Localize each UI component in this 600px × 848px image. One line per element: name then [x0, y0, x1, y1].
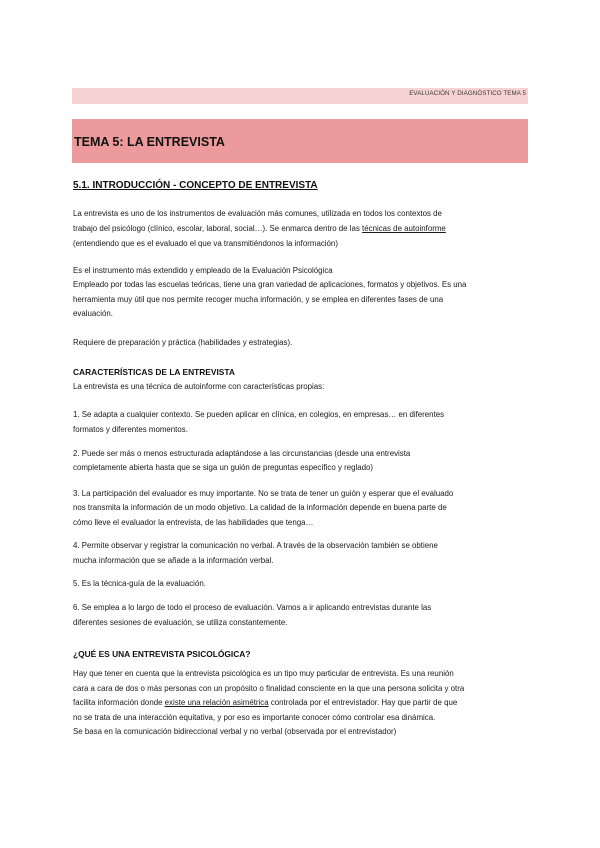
characteristics-heading: CARACTERÍSTICAS DE LA ENTREVISTA	[73, 367, 235, 377]
what-is-line3-post: controlada por el entrevistador. Hay que partir de que	[268, 698, 458, 707]
what-is-heading: ¿QUÉ ES UNA ENTREVISTA PSICOLÓGICA?	[73, 649, 251, 659]
what-is-line3	[73, 698, 457, 707]
char-item2-line2: completamente abierta hasta que se siga un guión de preguntas específico y reglado)	[73, 463, 374, 472]
autoinforme-link-text: técnicas de autoinforme	[362, 224, 446, 233]
char-item1-line1: 1. Se adapta a cualquier contexto. Se pueden aplicar en clínica, en colegios, en empresas… en diferentes	[73, 410, 445, 419]
intro-p2-line2: Empleado por todas las escuelas teóricas, tiene una gran variedad de aplicaciones, formatos y objetivos. Es una	[73, 280, 467, 289]
relacion-asimetrica-text: existe una relación asimétrica	[164, 698, 269, 707]
page-title: TEMA 5: LA ENTREVISTA	[74, 135, 225, 149]
what-is-line4: no se trata de una interacción equitativa, y por eso es importante conocer cómo controlar esa dinámica.	[73, 713, 436, 722]
char-item3-line1: 3. La participación del evaluador es muy importante. No se trata de tener un guión y esperar que el evaluado	[73, 489, 454, 498]
char-item6-line1: 6. Se emplea a lo largo de todo el proceso de evaluación. Vamos a ir aplicando entrevistas durante las	[73, 603, 432, 612]
what-is-line5: Se basa en la comunicación bidireccional verbal y no verbal (observada por el entrevistador)	[73, 727, 397, 736]
intro-p1-line2	[73, 224, 446, 233]
characteristics-lead: La entrevista es una técnica de autoinforme con características propias:	[73, 382, 325, 391]
what-is-line1: Hay que tener en cuenta que la entrevista psicológica es un tipo muy particular de entrevista. Es una reunión	[73, 669, 454, 678]
intro-p3: Requiere de preparación y práctica (habilidades y estrategias).	[73, 338, 293, 347]
section-title: 5.1. INTRODUCCIÓN - CONCEPTO DE ENTREVISTA	[73, 180, 318, 191]
intro-p2-line4: evaluación.	[73, 309, 113, 318]
intro-p1-line3: (entendiendo que es el evaluado el que va transmitiéndonos la información)	[73, 239, 338, 248]
running-header	[72, 88, 528, 104]
running-header-text: EVALUACIÓN Y DIAGNÓSTICO TEMA 5	[409, 90, 526, 97]
title-banner	[72, 119, 528, 163]
char-item4-line2: mucha información que se añade a la información verbal.	[73, 556, 274, 565]
intro-p1-line2-text: trabajo del psicólogo (clínico, escolar, laboral, social…). Se enmarca dentro de las	[73, 224, 363, 233]
what-is-line2: cara a cara de dos o más personas con un propósito o finalidad consciente en la que una persona solicita y otra	[73, 684, 465, 693]
char-item3-line2: nos transmita la información de un modo objetivo. La calidad de la información depende en buena parte de	[73, 503, 447, 512]
intro-p2-line3: herramienta muy útil que nos permite recoger mucha información, y se emplea en diferentes fases de una	[73, 295, 444, 304]
char-item6-line2: diferentes sesiones de evaluación, se utiliza constantemente.	[73, 618, 288, 627]
intro-p2-line1: Es el instrumento más extendido y empleado de la Evaluación Psicológica	[73, 266, 333, 275]
char-item5: 5. Es la técnica-guía de la evaluación.	[73, 579, 206, 588]
intro-p1-line1: La entrevista es uno de los instrumentos de evaluación más comunes, utilizada en todos los contextos de	[73, 209, 442, 218]
char-item1-line2: formatos y diferentes momentos.	[73, 425, 188, 434]
char-item4-line1: 4. Permite observar y registrar la comunicación no verbal. A través de la observación también se obtiene	[73, 541, 438, 550]
what-is-line3-pre: facilita información donde	[73, 698, 165, 707]
char-item3-line3: cómo lleve el evaluador la entrevista, de las habilidades que tenga…	[73, 518, 314, 527]
char-item2-line1: 2. Puede ser más o menos estructurada adaptándose a las circunstancias (desde una entrevista	[73, 449, 411, 458]
